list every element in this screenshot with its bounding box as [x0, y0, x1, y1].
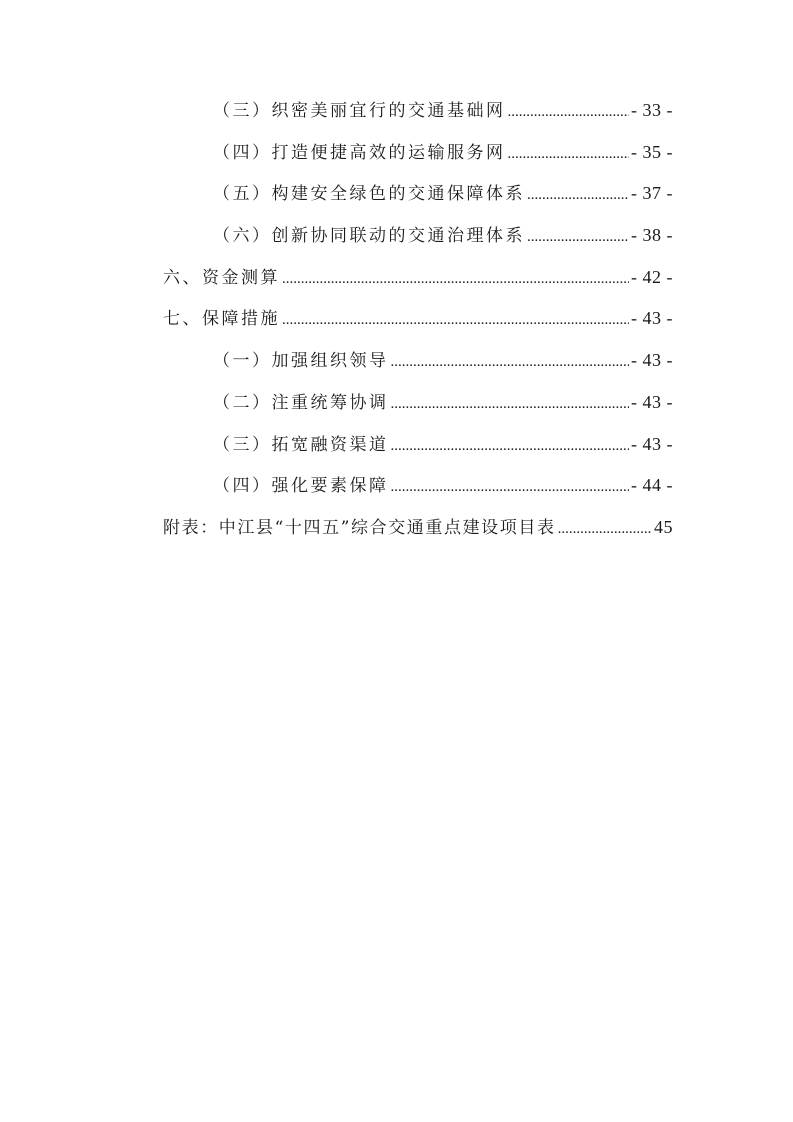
toc-entry-title: （五）构建安全绿色的交通保障体系	[213, 184, 525, 205]
toc-entry-title: （三）织密美丽宜行的交通基础网	[213, 101, 506, 121]
toc-page-number: - 35 -	[631, 141, 673, 162]
toc-entry[interactable]	[163, 257, 673, 299]
toc-page-number: - 43 -	[631, 350, 673, 371]
toc-entry[interactable]	[163, 465, 673, 507]
toc-page-number: - 43 -	[631, 308, 673, 329]
toc-dot-leader	[391, 342, 630, 384]
toc-dot-leader	[508, 92, 630, 134]
toc-dot-leader	[558, 509, 652, 551]
toc-entry[interactable]	[163, 382, 673, 424]
toc-entry[interactable]	[163, 132, 673, 174]
toc-page-number: - 37 -	[631, 183, 673, 204]
toc-entry[interactable]	[163, 507, 673, 549]
toc-entry-title: （三）拓宽融资渠道	[213, 434, 389, 455]
toc-entry-title: （四）打造便捷高效的运输服务网	[213, 142, 506, 163]
toc-dot-leader	[527, 175, 629, 217]
toc-entry-title: 七、保障措施	[163, 309, 280, 330]
toc-dot-leader	[508, 134, 630, 176]
toc-dot-leader	[391, 467, 630, 509]
toc-entry[interactable]	[163, 298, 673, 340]
toc-entry[interactable]	[163, 340, 673, 382]
toc-page-number: - 38 -	[631, 225, 673, 246]
toc-entry-title: （一）加强组织领导	[213, 351, 389, 372]
toc-entry-title: 附表：中江县“十四五”综合交通重点建设项目表	[163, 517, 556, 538]
toc-dot-leader	[282, 300, 629, 342]
toc-entry-title: （六）创新协同联动的交通治理体系	[213, 226, 525, 247]
toc-entry[interactable]	[163, 173, 673, 215]
toc-page-number: 45	[654, 516, 673, 537]
toc-entry-title: 六、资金测算	[163, 267, 280, 288]
toc-entry-title: （四）强化要素保障	[213, 476, 389, 497]
toc-entry-title: （二）注重统筹协调	[213, 392, 389, 413]
toc-dot-leader	[527, 217, 629, 259]
toc-page-number: - 42 -	[631, 266, 673, 287]
toc-entry[interactable]	[163, 90, 673, 132]
toc-page-number: - 43 -	[631, 391, 673, 412]
toc-page-number: - 44 -	[631, 475, 673, 496]
table-of-contents	[163, 90, 673, 549]
toc-page-number: - 33 -	[631, 100, 673, 120]
toc-dot-leader	[282, 259, 629, 301]
toc-entry[interactable]	[163, 215, 673, 257]
toc-dot-leader	[391, 426, 630, 468]
toc-entry[interactable]	[163, 424, 673, 466]
toc-dot-leader	[391, 384, 630, 426]
toc-page-number: - 43 -	[631, 433, 673, 454]
